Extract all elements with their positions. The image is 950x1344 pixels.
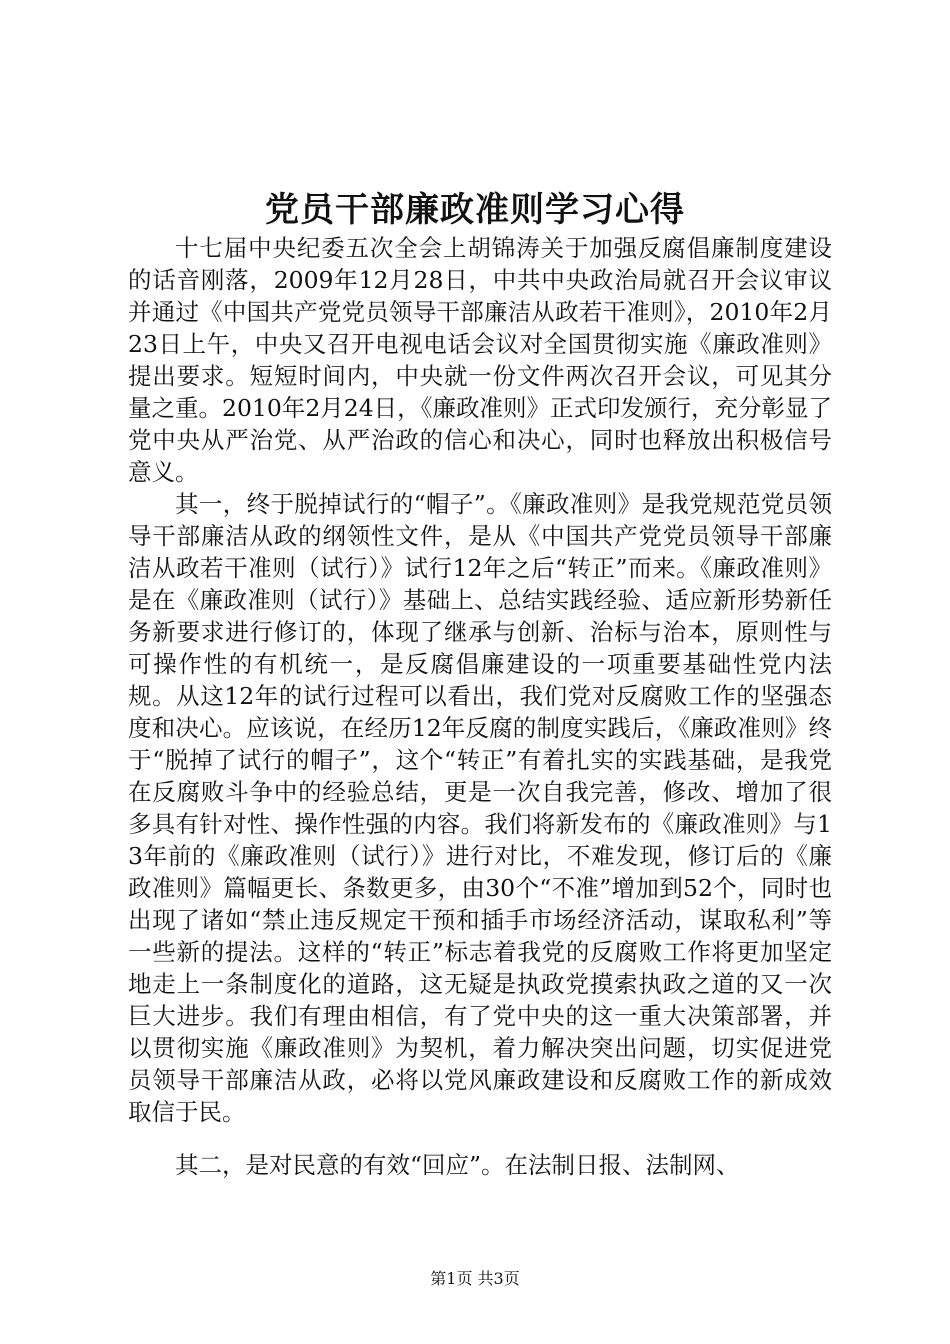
body-paragraph-2: 其一，终于脱掉试行的“帽子”。《廉政准则》是我党规范党员领导干部廉洁从政的纲领性文件，是从《中国共产党党员领导干部廉洁从政若干准则（试行）》试行12年之后“转正”而来。《廉政准则》是在《廉政准则（试行）》基础上、总结实践经验、适应新形势新任务新要求进行修订的，体现了继承与创新、治标与治本，原则性与可操作性的有机统一，是反腐倡廉建设的一项重要基础性党内法规。从这12年的试行过程可以看出，我们党对反腐败工作的坚强态度和决心。应该说，在经历12年反腐的制度实践后，《廉政准则》终于“脱掉了试行的帽子”，这个“转正”有着扎实的实践基础，是我党在反腐败斗争中的经验总结，更是一次自我完善，修改、增加了很多具有针对性、操作性强的内容。我们将新发布的《廉政准则》与13年前的《廉政准则（试行）》进行对比，不难发现，修订后的《廉政准则》篇幅更长、条数更多，由30个“不准”增加到52个，同时也出现了诸如“禁止违反规定干预和插手市场经济活动，谋取私利”等一些新的提法。这样的“转正”标志着我党的反腐败工作将更加坚定地走上一条制度化的道路，这无疑是执政党摸索执政之道的又一次巨大进步。我们有理由相信，有了党中央的这一重大决策部署，并以贯彻实施《廉政准则》为契机，着力解决突出问题，切实促进党员领导干部廉洁从政，必将以党风廉政建设和反腐败工作的新成效取信于民。 (128, 490, 832, 1126)
page-footer: 第1页 共3页 (430, 1269, 520, 1288)
document-title: 党员干部廉政准则学习心得 (265, 190, 685, 230)
body-paragraph-1: 十七届中央纪委五次全会上胡锦涛关于加强反腐倡廉制度建设的话音刚落，2009年12月28日，中共中央政治局就召开会议审议并通过《中国共产党党员领导干部廉洁从政若干准则》，2010年2月23日上午，中央又召开电视电话会议对全国贯彻实施《廉政准则》提出要求。短短时间内，中央就一份文件两次召开会议，可见其分量之重。2010年2月24日，《廉政准则》正式印发颁行，充分彰显了党中央从严治党、从严治政的信心和决心，同时也释放出积极信号意义。 (128, 234, 832, 486)
body-paragraph-3: 其二，是对民意的有效“回应”。在法制日报、法制网、 (175, 1151, 740, 1179)
